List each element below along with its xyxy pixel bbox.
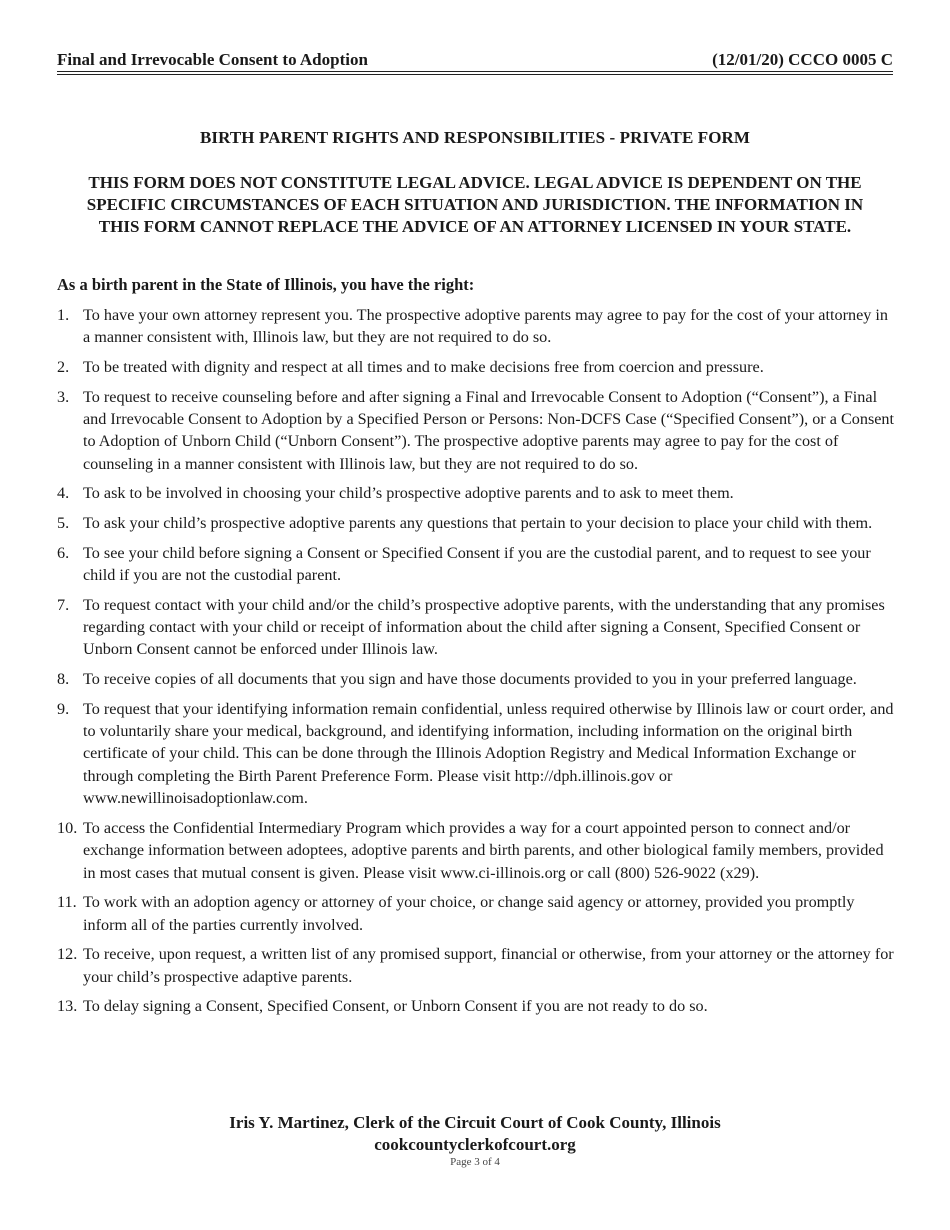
list-item [57, 512, 897, 534]
item-text: To delay signing a Consent, Specified Consent, or Unborn Consent if you are not ready to do so. [83, 997, 708, 1016]
header-divider [57, 71, 893, 75]
form-code: (12/01/20) CCCO 0005 C [712, 50, 893, 69]
page-number: Page 3 of 4 [450, 1156, 500, 1168]
item-text: To work with an adoption agency or attorney of your choice, or change said agency or attorney, provided you promptly inform all of the parties currently involved. [83, 893, 855, 934]
item-text: To request contact with your child and/or the child’s prospective adoptive parents, with the understanding that any promises regarding contact with your child or receipt of information about the child after signing a Consent, Specified Consent or Unborn Consent cannot be enforced under Illinois law. [83, 595, 885, 659]
item-number: 10. [57, 818, 78, 837]
page-footer [57, 1112, 893, 1169]
legal-disclaimer: THIS FORM DOES NOT CONSTITUTE LEGAL ADVICE. LEGAL ADVICE IS DEPENDENT ON THE SPECIFIC CIRCUMSTANCES OF EACH SITUATION AND JURISDICTION. THE INFORMATION IN THIS FORM CANNOT REPLACE THE ADVICE OF AN ATTORNEY LICENSED IN YOUR STATE. [86, 173, 864, 236]
item-text: To receive copies of all documents that you sign and have those documents provided to you in your preferred language. [83, 670, 857, 688]
list-item [57, 817, 897, 884]
item-number: 7. [57, 595, 70, 614]
list-item [57, 304, 897, 349]
item-text: To ask to be involved in choosing your child’s prospective adoptive parents and to ask to meet them. [83, 484, 734, 503]
item-text: To ask your child’s prospective adoptive parents any questions that pertain to your decision to place your child with them. [83, 514, 873, 532]
item-text: To have your own attorney represent you. The prospective adoptive parents may agree to pay for the cost of your attorney in a manner consistent with, Illinois law, but they are not required to do so. [83, 306, 888, 347]
list-item [57, 594, 897, 661]
list-item [57, 386, 897, 476]
rights-list [57, 304, 897, 1025]
item-number: 4. [57, 484, 70, 503]
item-text: To see your child before signing a Consent or Specified Consent if you are the custodial parent, and to request to see your child if you are not the custodial parent. [83, 543, 871, 584]
list-item [57, 943, 897, 988]
item-number: 6. [57, 543, 70, 562]
list-item [57, 698, 897, 810]
item-number: 12. [57, 945, 78, 964]
list-item [57, 891, 897, 936]
item-number: 11. [57, 893, 77, 912]
form-name: Final and Irrevocable Consent to Adoption [57, 50, 368, 69]
item-text: To request that your identifying information remain confidential, unless required otherwise by Illinois law or court order, and to voluntarily share your medical, background, and identifying information, including information on the original birth certificate of your child. This can be done through the Illinois Adoption Registry and Medical Information Exchange or through completing the Birth Parent Preference Form. Please visit http://dph.illinois.gov or www.newillinoisadoptionlaw.com. [83, 699, 894, 808]
list-item [57, 482, 897, 504]
item-number: 9. [57, 699, 70, 718]
item-number: 13. [57, 997, 78, 1016]
item-number: 1. [57, 306, 70, 324]
list-item [57, 542, 897, 587]
item-number: 5. [57, 514, 70, 532]
item-text: To be treated with dignity and respect at all times and to make decisions free from coercion and pressure. [83, 358, 764, 376]
clerk-name: Iris Y. Martinez, Clerk of the Circuit Court of Cook County, Illinois [229, 1113, 721, 1132]
form-title: BIRTH PARENT RIGHTS AND RESPONSIBILITIES - PRIVATE FORM [199, 128, 751, 147]
item-number: 8. [57, 670, 70, 688]
list-item [57, 995, 897, 1017]
item-number: 3. [57, 387, 70, 406]
item-text: To access the Confidential Intermediary Program which provides a way for a court appointed person to connect and/or exchange information between adoptees, adoptive parents and birth parents, and other biological family members, provided in most cases that mutual consent is given. Please visit www.ci-illinois.org or call (800) 526-9022 (x29). [83, 818, 884, 882]
item-text: To receive, upon request, a written list of any promised support, financial or otherwise, from your attorney or the attorney for your child’s prospective adaptive parents. [83, 945, 894, 986]
item-text: To request to receive counseling before and after signing a Final and Irrevocable Consent to Adoption (“Consent”), a Final and Irrevocable Consent to Adoption by a Specified Person or Persons: Non-DCFS Case (“Specified Consent”), or a Consent to Adoption of Unborn Child (“Unborn Consent”). The prospective adoptive parents may agree to pay for the cost of counseling in a manner consistent with Illinois law, but they are not required to do so. [83, 387, 895, 473]
rights-intro: As a birth parent in the State of Illinois, you have the right: [57, 275, 475, 294]
list-item [57, 668, 897, 690]
list-item [57, 356, 897, 378]
court-website: cookcountyclerkofcourt.org [374, 1135, 576, 1154]
page-header [57, 50, 893, 70]
item-number: 2. [57, 358, 70, 376]
